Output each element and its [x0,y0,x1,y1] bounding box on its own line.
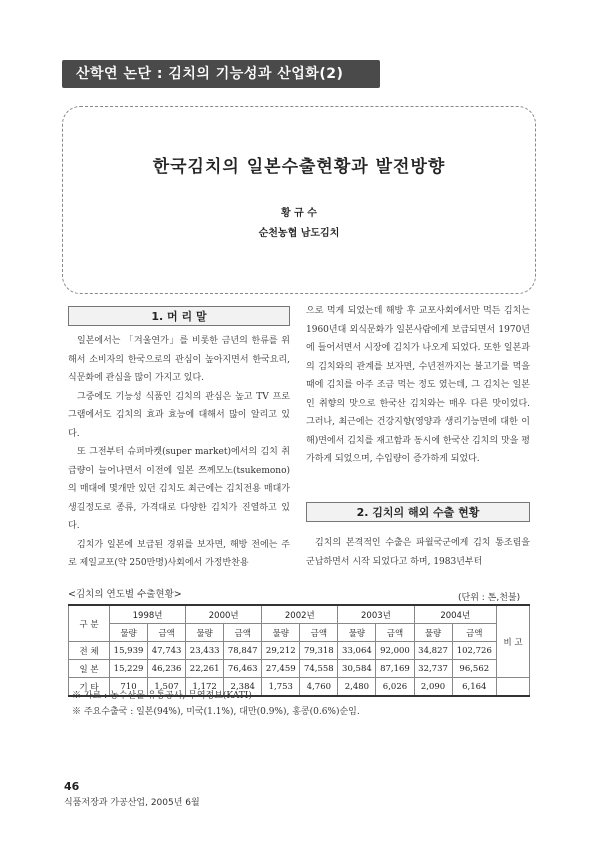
sub-header: 금액 [224,624,262,642]
sub-header: 물량 [338,624,376,642]
table-cell: 47,743 [148,642,186,660]
table-cell: 6,164 [452,678,496,697]
table-cell: 78,847 [224,642,262,660]
table-cell: 29,212 [262,642,300,660]
year-header: 2000년 [186,605,262,624]
sub-header: 물량 [110,624,148,642]
right-column-top [306,302,530,469]
table-cell: 2,480 [338,678,376,697]
table-cell: 15,939 [110,642,148,660]
table-row [69,642,530,660]
row-label: 기 타 [69,678,110,697]
table-cell: 2,384 [224,678,262,697]
table-cell: 102,726 [452,642,496,660]
paragraph: 으로 먹게 되었는데 해방 후 교포사회에서만 먹든 김치는 1960년대 외식문화가 일본사람에게 보급되면서 1970년에 들어서면서 시장에 김치가 나오게 되었다. 또한 일본과의 김치와의 관계를 보자면, 수년전까지는 불고기를 먹을 때에 김치를 아주 조금 먹는 정도 였는데, 그 김치는 일본인 취향의 맛으로 한국산 김치와는 매우 다른 맛이었다. 그러나, 최근에는 건강지향(영양과 생리기능면에 대한 이해)면에서 김치를 재고함과 동시에 한국산 김치의 맛을 평가하게 되었으며, 수입량이 증가하게 되었다. [306,306,530,464]
table-cell: 23,433 [186,642,224,660]
section1-heading: 1. 머 리 말 [68,306,290,326]
paragraph: 또 그전부터 슈퍼마켓(super market)에서의 김치 취급량이 늘어나면서 이전에 일본 쯔께모노(tsukemono)의 매대에 몇개만 있던 김치도 최근에는 김치전용 매대가 생길정도로 종류, 가격대로 다양한 김치가 진열하고 있다. [68,447,290,531]
year-header: 2002년 [262,605,338,624]
table-cell: 6,026 [376,678,414,697]
right-column-bottom [306,534,530,571]
sub-header: 금액 [376,624,414,642]
table-cell: 32,737 [414,660,452,678]
year-header: 2003년 [338,605,414,624]
table-cell: 4,760 [300,678,338,697]
year-header: 1998년 [110,605,186,624]
table-caption: <김치의 연도별 수출현황> [68,589,182,600]
table-cell: 15,229 [110,660,148,678]
table-cell: 22,261 [186,660,224,678]
table-cell: 34,827 [414,642,452,660]
sub-header: 금액 [148,624,186,642]
table-cell: 27,459 [262,660,300,678]
row-header-cell: 구 분 [69,605,110,642]
page-number: 46 [64,780,80,793]
author-name: 황 규 수 [281,208,317,219]
table-subheader-row [69,624,530,642]
table-cell: 30,584 [338,660,376,678]
table-cell: 1,753 [262,678,300,697]
sub-header: 물량 [262,624,300,642]
table-cell: 87,169 [376,660,414,678]
sub-header: 금액 [452,624,496,642]
table-cell: 92,000 [376,642,414,660]
row-label: 일 본 [69,660,110,678]
left-column [68,332,290,573]
note-header-cell: 비 고 [497,605,530,678]
sub-header: 물량 [414,624,452,642]
author-affiliation: 순천농협 남도김치 [258,228,340,239]
section2-heading: 2. 김치의 해외 수출 현황 [306,502,530,522]
paragraph: 그중에도 기능성 식품인 김치의 관심은 높고 TV 프로그램에서도 김치의 효과 효능에 대해서 많이 알리고 있다. [68,391,290,439]
table-unit: (단위 : 톤,천불) [458,593,521,603]
table-cell: 710 [110,678,148,697]
table-cell: 1,172 [186,678,224,697]
title-frame [62,106,536,294]
journal-footer: 식품저장과 가공산업, 2005년 6월 [64,798,200,808]
table-row [69,660,530,678]
table-cell: 46,236 [148,660,186,678]
export-table [68,604,530,697]
export-countries-note: ※ 주요수출국 : 일본(94%), 미국(1.1%), 대만(0.9%), 홍콩(0.6%)순임. [72,707,360,717]
year-header: 2004년 [414,605,497,624]
paragraph: 김치가 일본에 보급된 경위를 보자면, 해방 전에는 주로 제일교포(약 250만명)사회에서 가정반찬용 [68,539,290,568]
table-cell: 2,090 [414,678,452,697]
sub-header: 물량 [186,624,224,642]
article-title: 한국김치의 일본수출현황과 발전방향 [152,157,446,177]
row-label: 전 체 [69,642,110,660]
table-cell: 74,558 [300,660,338,678]
section-banner: 산학연 논단 : 김치의 기능성과 산업화(2) [62,60,380,88]
table-cell: 76,463 [224,660,262,678]
table-header-row [69,605,530,624]
table-cell: 79,318 [300,642,338,660]
note-cell [497,678,530,697]
sub-header: 금액 [300,624,338,642]
paragraph: 김치의 본격적인 수출은 파월국군에게 김치 통조림을 군납하면서 시작 되었다고 하며, 1983년부터 [306,538,530,567]
source-note: ※ 자료 : 농수산물 유통공사, 무역정보(KATI) [72,691,252,701]
table-cell: 1,507 [148,678,186,697]
table-cell: 33,064 [338,642,376,660]
paragraph: 일본에서는 「겨울연가」를 비롯한 금년의 한류를 위해서 소비자의 한국으로의 관심이 높아지면서 한국요리, 식문화에 관심을 많이 가지고 있다. [68,336,290,383]
table-cell: 96,562 [452,660,496,678]
